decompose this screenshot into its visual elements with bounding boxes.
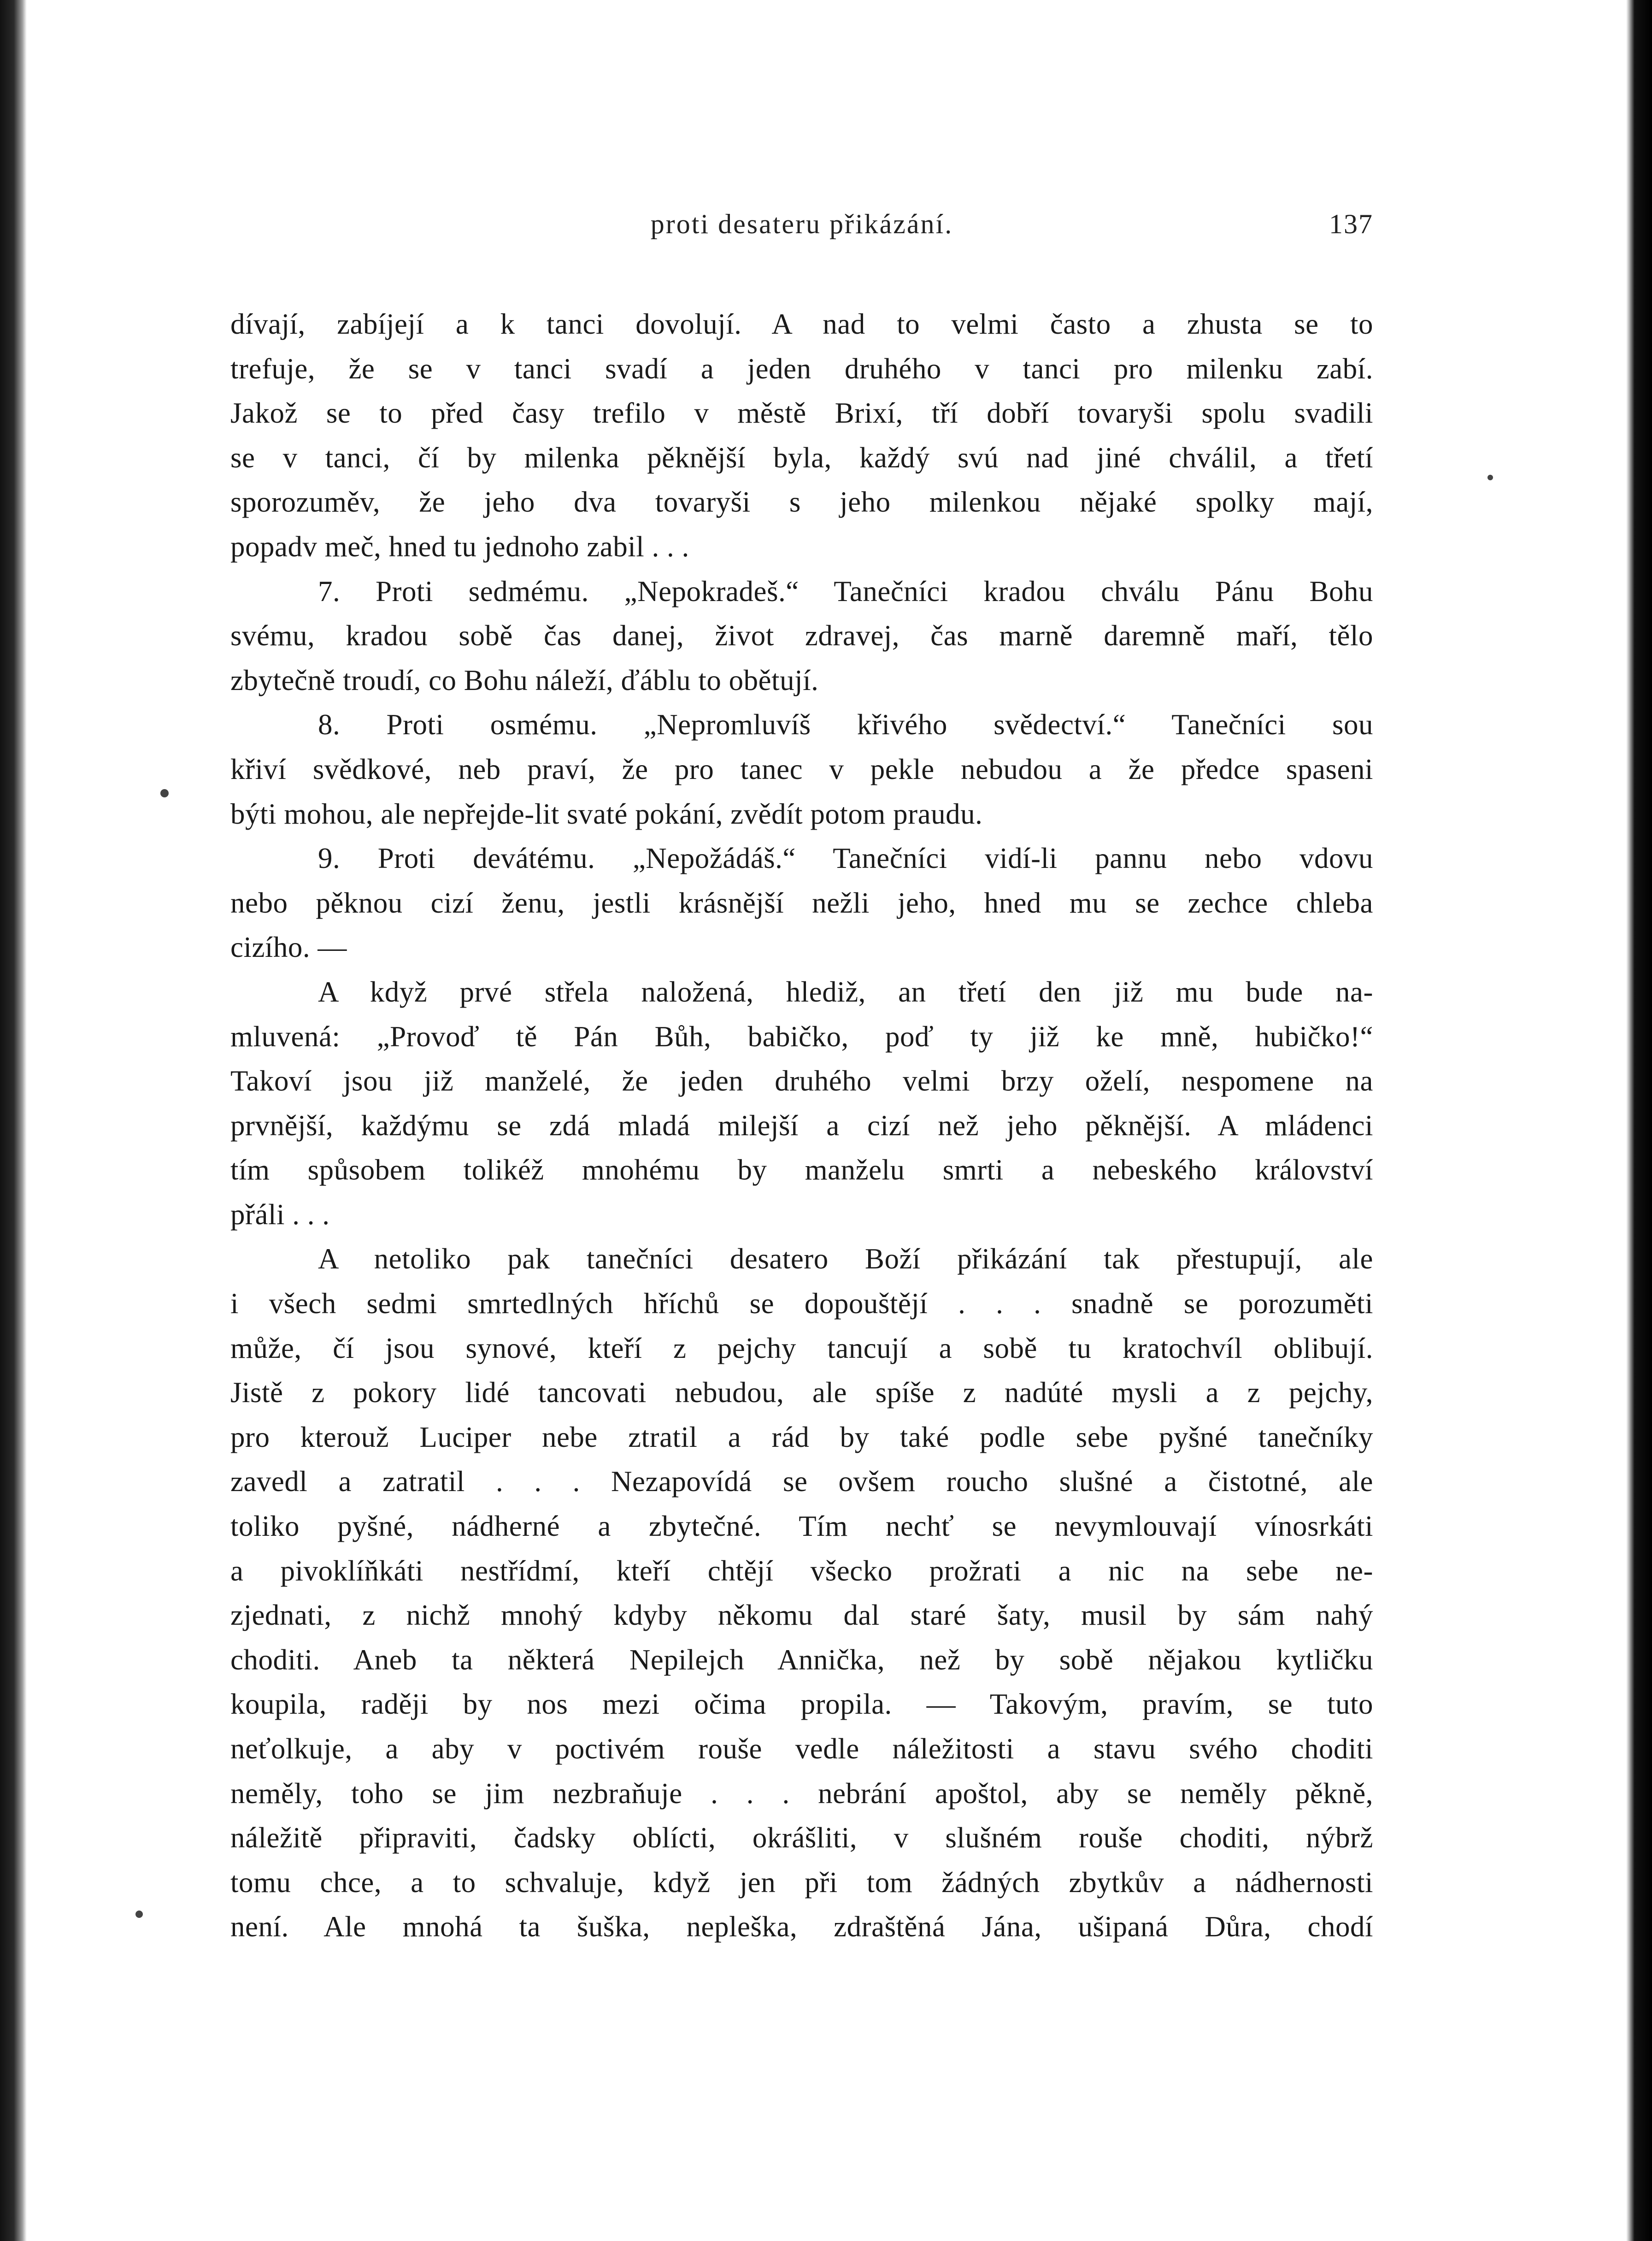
text-line: býti mohou, ale nepřejde-lit svaté pokání, zvědít potom praudu. [230, 797, 983, 830]
text-line: Jakož se to před časy trefilo v městě Brixí, tří dobří tovaryši spolu svadili [230, 397, 1373, 430]
text-line: tím spůsobem tolikéž mnohému by manželu smrti a nebeského království [230, 1154, 1373, 1186]
text-line: popadv meč, hned tu jednoho zabil . . . [230, 530, 689, 563]
text-line: křiví svědkové, neb praví, že pro tanec v pekle nebudou a že předce spaseni [230, 753, 1373, 785]
text-line: není. Ale mnohá ta šuška, nepleška, zdraštěná Jána, ušipaná Důra, chodí [230, 1911, 1373, 1943]
text-line: prvnější, každýmu se zdá mladá milejší a cizí než jeho pěknější. A mládenci [230, 1109, 1373, 1142]
running-title: proti desateru přikázání. [650, 209, 953, 239]
text-line: se v tanci, čí by milenka pěknější byla, každý svú nad jiné chválil, a třetí [230, 441, 1373, 474]
text-line: sporozuměv, že jeho dva tovaryši s jeho milenkou nějaké spolky mají, [230, 486, 1373, 519]
text-line: koupila, raději by nos mezi očima propila. — Takovým, pravím, se tuto [230, 1688, 1373, 1721]
text-line: toliko pyšné, nádherné a zbytečné. Tím nechť se nevymlouvají vínosrkáti [230, 1510, 1373, 1543]
text-line: 7. Proti sedmému. „Nepokradeš.“ Tanečníci kradou chválu Pánu Bohu [318, 575, 1373, 607]
scan-speck [135, 1911, 143, 1918]
text-line: pro kterouž Luciper nebe ztratil a rád by také podle sebe pyšné tanečníky [230, 1421, 1373, 1453]
text-line: 9. Proti devátému. „Nepožádáš.“ Tanečníci vidí-li pannu nebo vdovu [318, 842, 1373, 875]
text-line: A netoliko pak tanečníci desatero Boží přikázání tak přestupují, ale [318, 1243, 1373, 1275]
text-line: i všech sedmi smrtedlných hříchů se dopouštějí . . . snadně se porozuměti [230, 1287, 1373, 1320]
text-line: neťolkuje, a aby v poctivém rouše vedle náležitosti a stavu svého choditi [230, 1733, 1373, 1765]
text-line: cizího. — [230, 931, 347, 964]
scan-speck [160, 789, 169, 797]
text-line: svému, kradou sobě čas danej, život zdravej, čas marně daremně maří, tělo [230, 619, 1373, 652]
text-line: může, čí jsou synové, kteří z pejchy tancují a sobě tu kratochvíl oblibují. [230, 1332, 1373, 1364]
text-line: zavedl a zatratil . . . Nezapovídá se ovšem roucho slušné a čistotné, ale [230, 1465, 1373, 1498]
running-head [230, 208, 1373, 250]
text-line: mluvená: „Provoď tě Pán Bůh, babičko, poď ty již ke mně, hubičko!“ [230, 1020, 1373, 1053]
text-line: neměly, toho se jim nezbraňuje . . . nebrání apoštol, aby se neměly pěkně, [230, 1777, 1373, 1810]
text-line: a pivoklíňkáti nestřídmí, kteří chtějí všecko prožrati a nic na sebe ne- [230, 1554, 1373, 1587]
body-text [230, 302, 1373, 1949]
text-line: 8. Proti osmému. „Nepromluvíš křivého svědectví.“ Tanečníci sou [318, 708, 1373, 741]
scan-edge-right [1626, 0, 1652, 2241]
text-line: choditi. Aneb ta některá Nepilejch Annička, než by sobě nějakou kytličku [230, 1643, 1373, 1676]
text-line: nebo pěknou cizí ženu, jestli krásnější nežli jeho, hned mu se zechce chleba [230, 886, 1373, 919]
text-line: náležitě připraviti, čadsky oblícti, okrášliti, v slušném rouše choditi, nýbrž [230, 1822, 1373, 1854]
text-line: Jistě z pokory lidé tancovati nebudou, ale spíše z nadúté mysli a z pejchy, [230, 1376, 1373, 1409]
scan-edge-left [0, 0, 27, 2241]
text-line: zjednati, z nichž mnohý kdyby někomu dal staré šaty, musil by sám nahý [230, 1599, 1373, 1632]
text-line: trefuje, že se v tanci svadí a jeden druhého v tanci pro milenku zabí. [230, 352, 1373, 385]
text-line: tomu chce, a to schvaluje, když jen při tom žádných zbytkův a nádhernosti [230, 1866, 1373, 1899]
text-line: přáli . . . [230, 1198, 330, 1231]
text-line: zbytečně troudí, co Bohu náleží, ďáblu to obětují. [230, 664, 819, 696]
text-line: A když prvé střela naložená, hlediž, an třetí den již mu bude na- [318, 975, 1373, 1008]
scan-speck [1487, 475, 1493, 480]
text-line: dívají, zabíjejí a k tanci dovolují. A nad to velmi často a zhusta se to [230, 308, 1373, 340]
page-number: 137 [1329, 209, 1373, 239]
text-line: Takoví jsou již manželé, že jeden druhého velmi brzy oželí, nespomene na [230, 1065, 1373, 1097]
